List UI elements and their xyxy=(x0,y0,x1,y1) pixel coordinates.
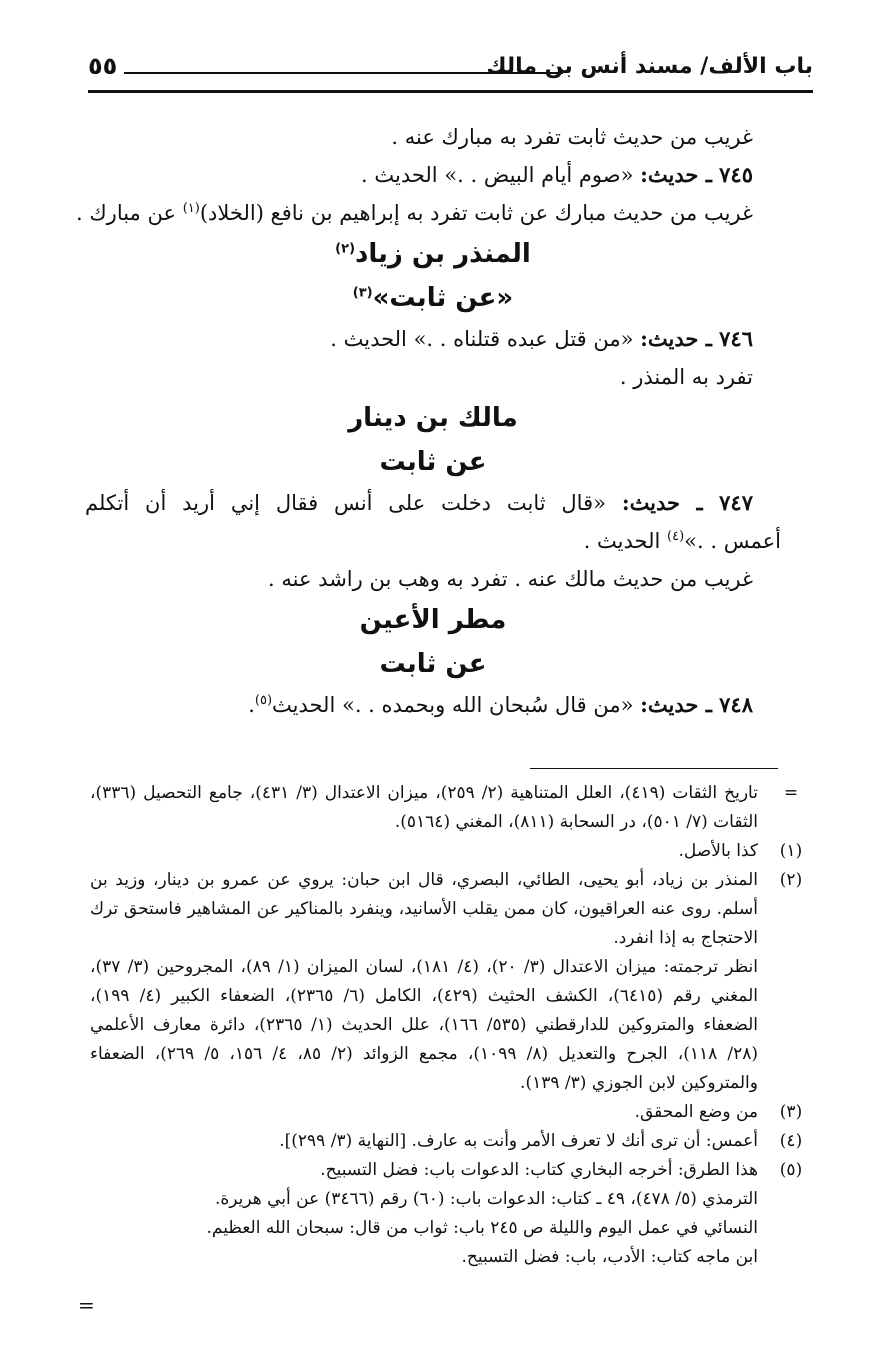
section-subheading: عن ثابت xyxy=(379,447,487,477)
chapter-title: باب الألف/ مسند أنس بن مالك xyxy=(486,54,813,79)
footnote-1: (١) كذا بالأصل. xyxy=(678,841,803,861)
footnote-ref: (١) xyxy=(182,201,200,216)
footnote-2: (٢) المنذر بن زياد، أبو يحيى، الطائي، البصري، قال ابن حبان: يروي عن عمرو بن دينار، وزيد بن أسلم. روى عنه العراقيون، كان ممن يقلب الأسانيد، وينفرد بالمناكير عن المشاهير فاستحق ترك الاحتجاج به إذا انفرد. انظر ترجمته: ميزان الاعتدال (٣/ ٢٠)، (٤/ ١٨١)، لسان الميزان (١/ ٨٩)، المجروحين (٣/ ٣٧)، المغني رقم (٦٤١٥)، الكشف الحثيث (٤٢٩)، الكامل (٦/ ٢٣٦٥)، الضعفاء الكبير (٤/ ١٩٩)، الضعفاء والمتروكين للدارقطني (٥٣٥/ ١٦٦)، علل الحديث (١/ ٢٣٦٥)، دائرة معارف الأعلمي (٢٨/ ١١٨)، الجرح والتعديل (٨/ ١٠٩٩)، مجمع الزوائد (٢/ ٨٥، ٤/ ١٥٦، ٥/ ٢٦٩)، الضعفاء والمتروكين لابن الجوزي (٣/ ١٣٩). xyxy=(90,870,803,1093)
header-rule xyxy=(88,90,813,93)
footnote-ref: (٣) xyxy=(352,285,373,301)
hadith-number: ٧٤٨ ـ حديث: xyxy=(640,692,753,717)
text-line: أعمس . .»$^{(٤)}$ الحديث . xyxy=(583,529,781,553)
text-line: تفرد به المنذر . xyxy=(619,365,753,389)
text-line: غريب من حديث ثابت تفرد به مبارك عنه . xyxy=(391,125,753,149)
hadith-746: ٧٤٦ ـ حديث: «من قتل عبده قتلناه . .» الحديث . xyxy=(330,326,753,351)
section-subheading: عن ثابت xyxy=(379,649,487,679)
footnote-4: (٤) أعمس: أن ترى أنك لا تعرف الأمر وأنت به عارف. [النهاية (٣/ ٢٩٩)]. xyxy=(279,1131,803,1151)
continuation-mark: = xyxy=(78,1293,95,1317)
hadith-number: ٧٤٦ ـ حديث: xyxy=(640,326,753,351)
section-heading: مطر الأعين xyxy=(359,605,507,635)
hadith-748: ٧٤٨ ـ حديث: «من قال سُبحان الله وبحمده . .» الحديث$^{(٥)}$. xyxy=(248,692,753,717)
page-number: ٥٥ xyxy=(88,52,118,80)
text-line: غريب من حديث مالك عنه . تفرد به وهب بن راشد عنه . xyxy=(268,567,753,591)
running-header xyxy=(88,50,813,90)
footnote-5: (٥) هذا الطرق: أخرجه البخاري كتاب: الدعوات باب: فضل التسبيح. الترمذي (٥/ ٤٧٨)، ٤٩ ـ كتاب: الدعوات باب: (٦٠) رقم (٣٤٦٦) عن أبي هريرة. النسائي في عمل اليوم والليلة ص ٢٤٥ باب: ثواب من قال: سبحان الله العظيم. ابن ماجه كتاب: الأدب، باب: فضل التسبيح. xyxy=(206,1160,803,1267)
section-heading: المنذر بن زياد$^{(٢)}$ xyxy=(335,239,531,269)
hadith-747: ٧٤٧ ـ حديث: «قال ثابت دخلت على أنس فقال إني أريد أن أتكلم xyxy=(85,490,753,515)
footnote-continued: = تاريخ الثقات (٤١٩)، العلل المتناهية (٢/ ٢٥٩)، ميزان الاعتدال (٣/ ٤٣١)، جامع التحصيل (٣٣٦)، الثقات (٧/ ٥٠١)، در السحابة (٨١١)، المغني (٥١٦٤). xyxy=(90,783,799,832)
header-dash-line xyxy=(124,72,563,74)
main-text xyxy=(76,118,781,724)
hadith-number: ٧٤٧ ـ حديث: xyxy=(621,490,753,515)
text-line: غريب من حديث مبارك عن ثابت تفرد به إبراهيم بن نافع (الخلاد)$^{(١)}$ عن مبارك . xyxy=(76,201,753,225)
footnote-3: (٣) من وضع المحقق. xyxy=(634,1102,803,1122)
footnote-ref: (٢) xyxy=(335,241,356,257)
footnotes xyxy=(90,779,815,1272)
section-heading: مالك بن دينار xyxy=(348,403,518,433)
section-subheading: «عن ثابت»$^{(٣)}$ xyxy=(352,283,514,313)
footnote-ref: (٥) xyxy=(254,693,273,708)
footnote-separator xyxy=(530,768,778,769)
footnote-ref: (٤) xyxy=(667,529,685,544)
hadith-number: ٧٤٥ ـ حديث: xyxy=(640,162,753,187)
hadith-745: ٧٤٥ ـ حديث: «صوم أيام البيض . .» الحديث . xyxy=(361,162,753,187)
